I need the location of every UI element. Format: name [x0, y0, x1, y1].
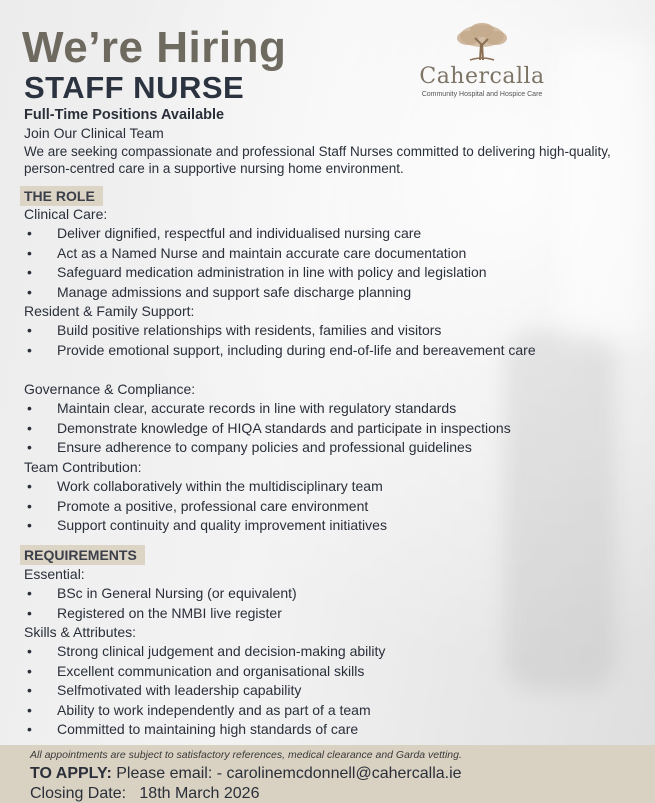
- list-item: • Committed to maintaining high standards of care: [24, 720, 624, 740]
- list-item: • Ability to work independently and as part of a team: [24, 701, 624, 721]
- closing-date: 18th March 2026: [139, 785, 260, 802]
- logo-subtitle: Community Hospital and Hospice Care: [421, 91, 543, 98]
- list-item: • Ensure adherence to company policies and professional guidelines: [24, 438, 624, 458]
- bullet-list: [24, 224, 624, 302]
- group-title: Team Contribution:: [24, 459, 142, 475]
- bullet-list: [24, 477, 624, 536]
- closing-label: Closing Date:: [30, 785, 127, 802]
- list-item: • Support continuity and quality improvement initiatives: [24, 516, 624, 536]
- position-title: STAFF NURSE: [24, 70, 245, 105]
- bullet-list: [24, 584, 624, 623]
- apply-email[interactable]: Please email: - carolinemcdonnell@cahercalla.ie: [111, 765, 462, 782]
- logo-name: Cahercalla: [419, 64, 545, 89]
- group-title: Clinical Care:: [24, 206, 108, 222]
- bullet-list: [24, 642, 624, 740]
- apply-label: TO APPLY:: [30, 765, 112, 782]
- list-item: • Strong clinical judgement and decision-making ability: [24, 642, 624, 662]
- apply-line: [30, 764, 462, 784]
- tagline: Join Our Clinical Team: [24, 125, 164, 141]
- headline: We’re Hiring: [22, 23, 287, 72]
- list-item: • Deliver dignified, respectful and individualised nursing care: [24, 224, 624, 244]
- list-item: • Act as a Named Nurse and maintain accurate care documentation: [24, 244, 624, 264]
- list-item: • Provide emotional support, including during end-of-life and bereavement care: [24, 341, 612, 361]
- list-item: • Registered on the NMBI live register: [24, 604, 624, 624]
- intro-paragraph: We are seeking compassionate and professional Staff Nurses committed to delivering high-quality, person-centred care in a supportive nursing home environment.: [24, 144, 611, 176]
- list-item: • Maintain clear, accurate records in line with regulatory standards: [24, 399, 624, 419]
- vetting-note: All appointments are subject to satisfactory references, medical clearance and Garda vetting.: [30, 749, 462, 761]
- closing-line: [30, 784, 259, 803]
- requirements-section-label: REQUIREMENTS: [20, 545, 145, 565]
- logo: [407, 22, 557, 99]
- group-title: Essential:: [24, 566, 85, 582]
- role-section-label: THE ROLE: [20, 186, 103, 206]
- list-item: • BSc in General Nursing (or equivalent): [24, 584, 624, 604]
- list-item: • Safeguard medication administration in line with policy and legislation: [24, 263, 624, 283]
- availability: Full-Time Positions Available: [24, 107, 225, 123]
- list-item: • Demonstrate knowledge of HIQA standards and participate in inspections: [24, 419, 624, 439]
- tree-icon: [450, 22, 514, 62]
- bullet-list: [24, 321, 624, 360]
- list-item: • Promote a positive, professional care environment: [24, 497, 624, 517]
- list-item: • Selfmotivated with leadership capability: [24, 681, 624, 701]
- list-item: • Excellent communication and organisational skills: [24, 662, 624, 682]
- group-title: Skills & Attributes:: [24, 624, 137, 640]
- list-item: • Build positive relationships with residents, families and visitors: [24, 321, 624, 341]
- group-title: Resident & Family Support:: [24, 303, 195, 319]
- bullet-list: [24, 399, 624, 458]
- list-item: • Manage admissions and support safe discharge planning: [24, 283, 624, 303]
- group-title: Governance & Compliance:: [24, 381, 196, 397]
- list-item: • Work collaboratively within the multidisciplinary team: [24, 477, 624, 497]
